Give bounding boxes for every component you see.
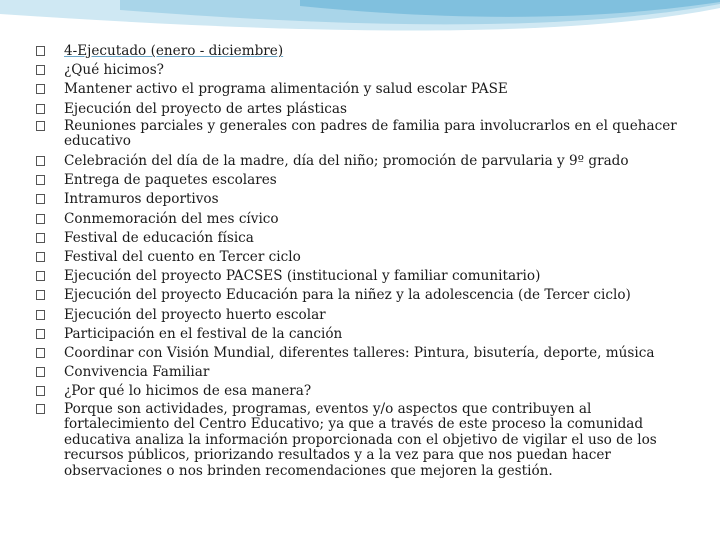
box-bullet-icon: [36, 367, 45, 377]
list-item-text: ¿Por qué lo hicimos de esa manera?: [64, 383, 312, 400]
list-item-text: Celebración del día de la madre, día del niño; promoción de parvularia y 9º grado: [64, 153, 629, 169]
list-item: [36, 119, 686, 150]
list-item: [36, 325, 686, 344]
list-item: [36, 152, 686, 171]
list-item: [36, 382, 686, 401]
box-bullet-icon: [36, 175, 45, 185]
box-bullet-icon: [36, 84, 45, 94]
box-bullet-icon: [36, 386, 45, 396]
list-item: [36, 42, 686, 61]
box-bullet-icon: [36, 233, 45, 243]
list-item-text: Intramuros deportivos: [64, 191, 219, 208]
box-bullet-icon: [36, 104, 45, 114]
slide-content: [36, 42, 686, 482]
list-item-text: Convivencia Familiar: [64, 364, 210, 381]
list-item-text: 4-Ejecutado (enero - diciembre): [64, 43, 284, 59]
box-bullet-icon: [36, 156, 45, 166]
list-item-text: Festival de educación física: [64, 229, 254, 246]
list-item: [36, 210, 686, 229]
box-bullet-icon: [36, 252, 45, 262]
list-item: [36, 248, 686, 267]
list-item: [36, 402, 686, 480]
box-bullet-icon: [36, 121, 45, 131]
list-item: [36, 286, 686, 305]
list-item-text: Festival del cuento en Tercer ciclo: [64, 249, 301, 266]
list-item-text: Ejecución del proyecto PACSES (institucional y familiar comunitario): [64, 268, 541, 285]
list-item-text: Ejecución del proyecto Educación para la niñez y la adolescencia (de Tercer ciclo): [64, 287, 631, 304]
list-item: [36, 344, 686, 363]
box-bullet-icon: [36, 290, 45, 300]
list-item-text: Participación en el festival de la canción: [64, 325, 343, 342]
list-item: [36, 80, 686, 99]
box-bullet-icon: [36, 329, 45, 339]
list-item-text: Mantener activo el programa alimentación y salud escolar PASE: [64, 81, 508, 98]
list-item: [36, 171, 686, 190]
list-item-text: Coordinar con Visión Mundial, diferentes talleres: Pintura, bisutería, deporte, música: [64, 345, 655, 362]
box-bullet-icon: [36, 348, 45, 358]
list-item: [36, 100, 686, 119]
box-bullet-icon: [36, 46, 45, 56]
list-item-text: Reuniones parciales y generales con padres de familia para involucrarlos en el quehacer educativo: [64, 117, 677, 150]
list-item: [36, 190, 686, 209]
list-item: [36, 363, 686, 382]
list-item-text: Entrega de paquetes escolares: [64, 172, 277, 189]
box-bullet-icon: [36, 310, 45, 320]
list-item: [36, 306, 686, 325]
box-bullet-icon: [36, 404, 45, 414]
box-bullet-icon: [36, 194, 45, 204]
list-item-text: ¿Qué hicimos?: [64, 62, 164, 79]
box-bullet-icon: [36, 271, 45, 281]
bullet-list: [36, 42, 686, 480]
list-item: [36, 267, 686, 286]
list-item-text: Conmemoración del mes cívico: [64, 210, 279, 227]
list-item: [36, 229, 686, 248]
list-item-text: Porque son actividades, programas, eventos y/o aspectos que contribuyen al fortalecimiento del Centro Educativo; ya que a través de este proceso la comunidad educativa analiza la información proporcionada con el objetivo de vigilar el uso de los recursos públicos, priorizando resultados y a la vez para que nos puedan hacer observaciones o nos brinden recomendaciones que mejoren la gestión.: [64, 400, 657, 480]
box-bullet-icon: [36, 214, 45, 224]
list-item: [36, 61, 686, 80]
list-item-text: Ejecución del proyecto de artes plásticas: [64, 100, 347, 117]
list-item-text: Ejecución del proyecto huerto escolar: [64, 306, 326, 323]
box-bullet-icon: [36, 65, 45, 75]
